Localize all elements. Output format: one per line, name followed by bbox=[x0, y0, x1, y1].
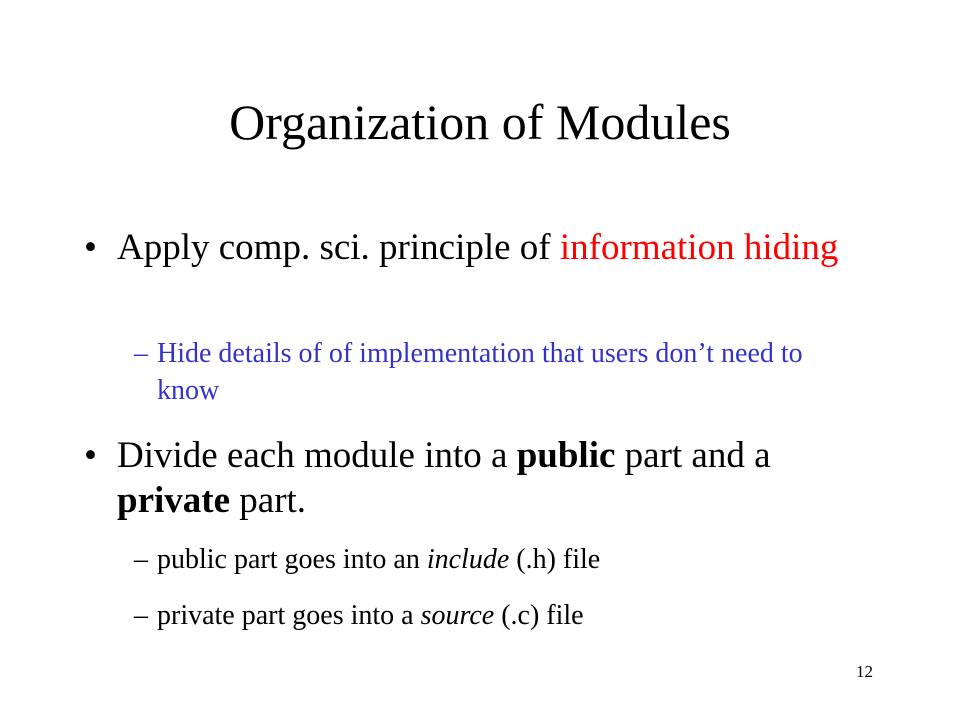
bullet-marker: • bbox=[84, 435, 97, 476]
bullet-text: part and a bbox=[615, 435, 771, 476]
bullet-text: Divide each module into a bbox=[117, 435, 517, 476]
bullet-marker: • bbox=[84, 227, 97, 268]
dash-marker: – bbox=[134, 600, 148, 631]
sub-bullet-text: (.h) file bbox=[509, 544, 601, 575]
bullet-text: part. bbox=[230, 480, 307, 521]
bullet-text: Apply comp. sci. principle of bbox=[117, 227, 560, 268]
dash-marker: – bbox=[134, 338, 148, 369]
slide-title: Organization of Modules bbox=[229, 94, 731, 150]
bold-term-public: public bbox=[516, 435, 616, 476]
sub-bullet-public-part bbox=[134, 541, 867, 578]
sub-bullet-hide-details bbox=[134, 335, 867, 409]
dash-marker: – bbox=[134, 544, 148, 575]
bold-term-private: private bbox=[117, 480, 231, 521]
bullet-information-hiding bbox=[84, 225, 887, 270]
sub-bullet-text: Hide details of of implementation that users don’t need to know bbox=[157, 338, 803, 406]
sub-bullet-private-part bbox=[134, 597, 867, 634]
sub-bullet-text: public part goes into an bbox=[157, 544, 427, 575]
highlight-term: information hiding bbox=[559, 227, 839, 268]
italic-term-source: source bbox=[420, 600, 495, 631]
sub-bullet-text: (.c) file bbox=[494, 600, 584, 631]
italic-term-include: include bbox=[426, 544, 510, 575]
bullet-divide-module bbox=[84, 433, 887, 523]
sub-bullet-text: private part goes into a bbox=[157, 600, 421, 631]
page-number: 12 bbox=[856, 662, 873, 681]
